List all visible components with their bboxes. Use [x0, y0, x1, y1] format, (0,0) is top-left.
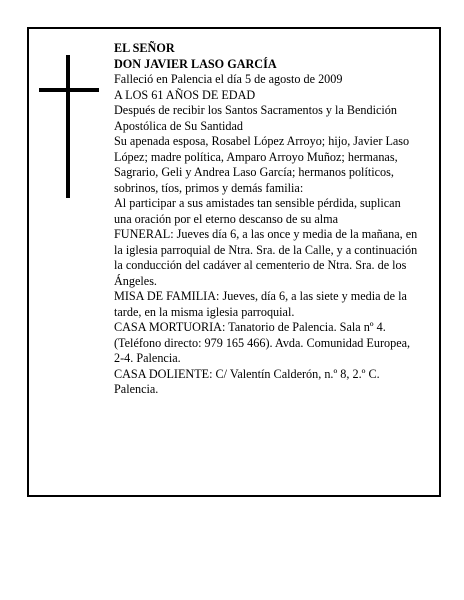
mourning-house-info: CASA DOLIENTE: C/ Valentín Calderón, n.º 8, 2.º C. Palencia.	[114, 366, 380, 396]
age-line: A LOS 61 AÑOS DE EDAD	[114, 87, 256, 102]
cross-vertical-bar	[66, 55, 70, 198]
sacraments-text: Después de recibir los Santos Sacramentos y la Bendición Apostólica de Su Santidad	[114, 103, 397, 133]
cross-horizontal-bar	[39, 88, 99, 92]
cross-icon	[39, 55, 99, 198]
mortuary-info: CASA MORTUORIA: Tanatorio de Palencia. Sala nº 4. (Teléfono directo: 979 165 466). Avda. Comunidad Europea, 2-4. Palencia.	[114, 320, 411, 365]
obituary-notice	[27, 27, 441, 497]
notice-text	[114, 41, 419, 398]
funeral-info: FUNERAL: Jueves día 6, a las once y media de la mañana, en la iglesia parroquial de Ntra. Sra. de la Calle, y a continuación la conducción del cadáver al cementerio de Ntra. Sra. de los Ángeles.	[114, 227, 418, 288]
title-line-1: EL SEÑOR	[114, 41, 175, 55]
prayer-request: Al participar a sus amistades tan sensible pérdida, suplican una oración por el eterno descanso de su alma	[114, 196, 401, 226]
family-list: Su apenada esposa, Rosabel López Arroyo; hijo, Javier Laso López; madre política, Amparo Arroyo Muñoz; hermanas, Sagrario, Geli y Andrea Laso García; hermanos políticos, sobrinos, tíos, primos y demás familia:	[114, 134, 410, 195]
family-mass-info: MISA DE FAMILIA: Jueves, día 6, a las siete y media de la tarde, en la misma iglesia parroquial.	[114, 289, 407, 319]
deceased-name: DON JAVIER LASO GARCÍA	[114, 56, 277, 71]
death-info: Falleció en Palencia el día 5 de agosto de 2009	[114, 72, 343, 86]
